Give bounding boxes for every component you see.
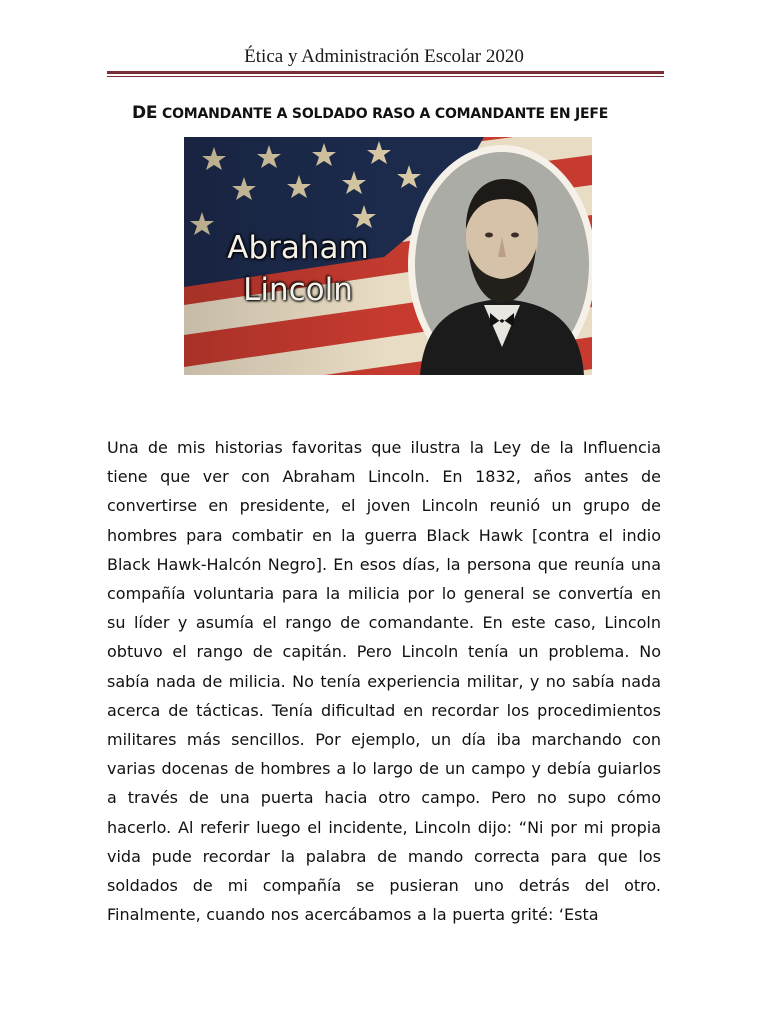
running-header: Ética y Administración Escolar 2020	[244, 46, 524, 67]
body-paragraph: Una de mis historias favoritas que ilustra la Ley de la Influencia tiene que ver con Abraham Lincoln. En 1832, años antes de convertirse en presidente, el joven Lincoln reunió un grupo de hombres para combatir en la guerra Black Hawk [contra el indio Black Hawk-Halcón Negro]. En esos días, la persona que reunía una compañía voluntaria para la milicia por lo general se convertía en su líder y asumía el rango de comandante. En este caso, Lincoln obtuvo el rango de capitán. Pero Lincoln tenía un problema. No sabía nada de milicia. No tenía experiencia militar, y no sabía nada acerca de tácticas. Tenía dificultad en recordar los procedimientos militares más sencillos. Por ejemplo, un día iba marchando con varias docenas de hombres a lo largo de un campo y debía guiarlos a través de una puerta hacia otro campo. Pero no supo cómo hacerlo. Al referir luego el incidente, Lincoln dijo: “Ni por mi propia vida pude recordar la palabra de mando correcta para que los soldados de mi compañía se pusieran uno detrás del otro. Finalmente, cuando nos acercábamos a la puerta grité: ‘Esta	[107, 438, 661, 925]
banner-name-first: Abraham	[227, 230, 369, 266]
header-rule-thin	[107, 76, 664, 77]
lincoln-banner-image	[184, 137, 592, 375]
title-lead: DE	[132, 103, 158, 123]
document-title	[132, 103, 652, 123]
title-rest: COMANDANTE A SOLDADO RASO A COMANDANTE EN JEFE	[157, 106, 609, 122]
banner-name-last: Lincoln	[243, 272, 353, 308]
header-rule-thick	[107, 71, 664, 74]
